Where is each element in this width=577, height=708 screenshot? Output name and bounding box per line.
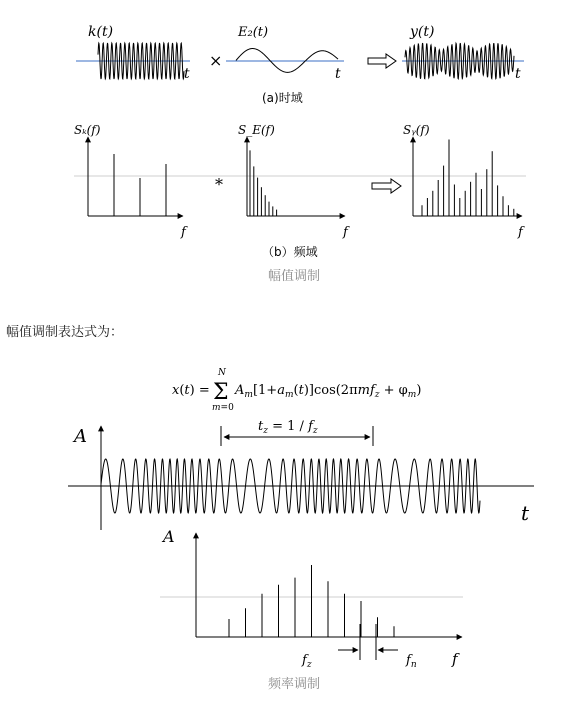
formula-sum-upper: N: [218, 368, 226, 378]
se-f-axis-label: f: [343, 225, 348, 240]
kt-t-axis-label: t: [184, 66, 190, 82]
sk-f-axis-label: f: [181, 225, 186, 240]
yt-label: y(t): [410, 24, 435, 40]
convolve-sign: *: [215, 175, 223, 194]
sk-spectrum-lines: [114, 154, 166, 216]
time-result-arrow: [368, 54, 396, 68]
formula-sum: Σ: [213, 380, 229, 405]
fm-amplitude-label: A: [74, 426, 87, 447]
time-domain-caption: (a)时域: [262, 91, 303, 105]
kt-waveform: [98, 43, 184, 79]
fm-spectrum: [160, 527, 463, 692]
fm-spectrum-amplitude-label: A: [163, 527, 175, 546]
sy-label: Sᵧ(f): [403, 123, 430, 137]
yt-t-axis-label: t: [515, 66, 521, 82]
frequency-domain-row: [74, 123, 526, 284]
sk-label: Sₖ(f): [74, 123, 101, 137]
frequency-result-arrow: [372, 179, 401, 193]
formula-lhs: x(t) =: [172, 383, 210, 398]
fm-time-axis-label: t: [521, 501, 530, 525]
e2-t-axis-label: t: [335, 66, 341, 82]
e2-waveform: [236, 49, 338, 73]
period-label: $t_z = 1 / f_z$: [258, 419, 318, 436]
sy-spectrum-lines: [422, 140, 514, 217]
frequency-modulation-title: 频率调制: [268, 677, 321, 692]
sy-f-axis-label: f: [518, 225, 523, 240]
fm-spectrum-f-axis-label: f: [452, 650, 458, 668]
fn-label: $f_n$: [406, 653, 417, 670]
time-domain-row: [76, 24, 524, 105]
se-spectrum-lines: [250, 150, 277, 216]
intro-text: 幅值调制表达式为：: [6, 325, 124, 340]
fm-time-signal: [68, 419, 534, 530]
multiply-sign: ×: [209, 51, 223, 70]
kt-label: k(t): [88, 24, 114, 40]
fm-spectrum-lines: [229, 565, 394, 637]
se-label: S_E(f): [238, 123, 275, 137]
frequency-domain-caption: （b）频域: [262, 245, 318, 259]
formula-sum-lower: m=0: [212, 403, 234, 413]
formula-rhs: $A_m[1+a_m(t)]\cos(2\pi mf_z + \varphi_m)$: [235, 383, 422, 400]
e2-label: E₂(t): [238, 25, 269, 40]
fz-label: $f_z$: [302, 653, 312, 670]
amplitude-modulation-title: 幅值调制: [268, 269, 321, 284]
formula-block: [172, 368, 421, 413]
